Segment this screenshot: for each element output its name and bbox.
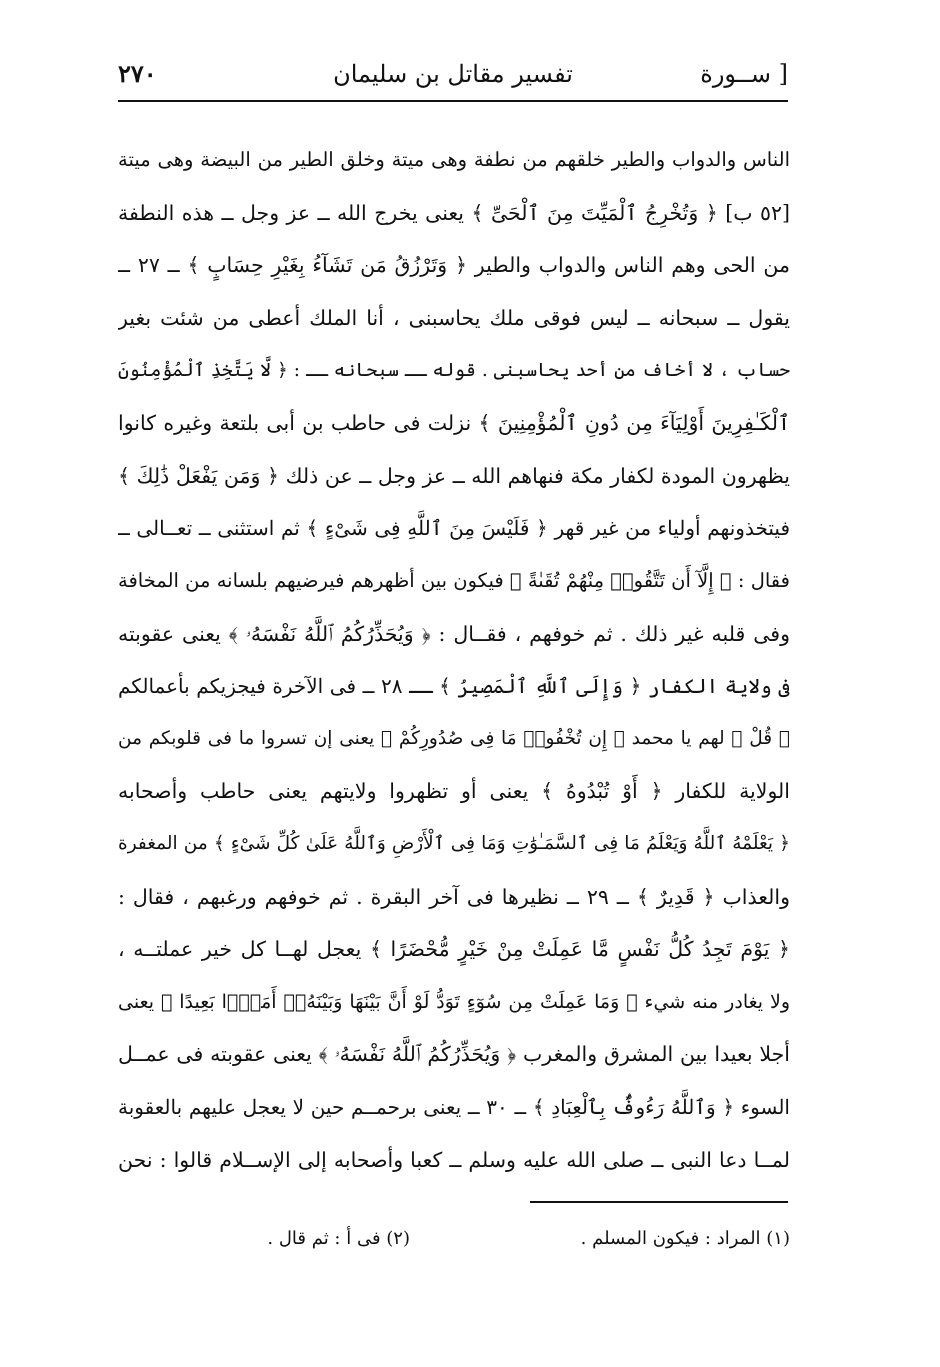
text-line: الولاية للكفار ﴿ أَوْ تُبْدُوهُ ﴾ يعنى أو تظهروا ولايتهم يعنى حاطب وأصحابه: [118, 779, 790, 804]
text-line: من الحى وهم الناس والدواب والطير ﴿ وَتَرْزُقُ مَن تَشَآءُ بِغَيْرِ حِسَابٍ ﴾ ــ ٢٧ ــ: [118, 253, 790, 278]
text-line: والعذاب ﴿ قَدِيرٌ ﴾ ــ ٢٩ ــ نظيرها فى آخر البقرة . ثم خوفهم ورغبهم ، فقال :: [118, 884, 790, 909]
body-text: [118, 134, 790, 1186]
running-header: [118, 56, 788, 96]
text-line: ٱلْكَـٰفِرِينَ أَوْلِيَآءَ مِن دُونِ ٱلْمُؤْمِنِينَ ﴾ نزلت فى حاطب بن أبى بلتعة وغيره كانوا: [118, 411, 790, 436]
text-line: ﴿ يَوْمَ تَجِدُ كُلُّ نَفْسٍ مَّا عَمِلَتْ مِنْ خَيْرٍ مُّحْضَرًا ﴾ يعجل لهــا كل خير عملتــه ،: [118, 937, 790, 962]
text-line: أجلا بعيدا بين المشرق والمغرب ﴿ وَيُحَذِّرُكُمُ ٱللَّهُ نَفْسَهُۥ ﴾ يعنى عقوبته فى عمــل: [118, 1042, 790, 1067]
text-line: يظهرون المودة لكفار مكة فنهاهم الله ــ عز وجل ــ عن ذلك ﴿ وَمَن يَفْعَلْ ذَٰلِكَ ﴾: [118, 463, 790, 488]
footnote-rule: [530, 1201, 788, 1203]
text-line: فقال : ﴿ إِلَّآ أَن تَتَّقُوا۟ مِنْهُمْ تُقَىٰةً ﴾ فيكون بين أظهرهم فيرضيهم بلسانه من المخافة: [118, 569, 790, 593]
text-line: يقول ــ سبحانه ــ ليس فوقى ملك يحاسبنى ، أنا الملك أعطى من شئت بغير: [118, 306, 790, 331]
text-line: حساب ، لا أخاف من أحد يحاسبنى . قوله ــ سبحانه ــ : ﴿ لَّا يَتَّخِذِ ٱلْمُؤْمِنُونَ: [118, 359, 790, 381]
surah-label: [ ســورة: [700, 60, 788, 88]
text-line: الناس والدواب والطير خلقهم من نطفة وهى ميتة وخلق الطير من البيضة وهى ميتة: [118, 148, 790, 172]
text-line: لمــا دعا النبى ــ صلى الله عليه وسلم ــ كعبا وأصحابه إلى الإســلام قالوا : نحن: [118, 1147, 790, 1172]
text-line: ﴿ يَعْلَمْهُ ٱللَّهُ وَيَعْلَمُ مَا فِى ٱلسَّمَـٰوَٰتِ وَمَا فِى ٱلْأَرْضِ وَٱللَّهُ عَلَىٰ كُلِّ شَىْءٍ ﴾ من المغفرة: [118, 833, 790, 855]
page-number: ٢٧٠: [118, 59, 157, 88]
header-rule: [118, 100, 788, 102]
text-line: السوء ﴿ وَٱللَّهُ رَءُوفٌۢ بِٱلْعِبَادِ ﴾ ــ ٣٠ ــ يعنى برحمــم حين لا يعجل عليهم بالعقوبة: [118, 1094, 790, 1119]
book-title: تفسير مقاتل بن سليمان: [333, 60, 573, 88]
text-line: ﴿ قُلْ ﴾ لهم يا محمد ﴿ إِن تُخْفُوا۟ مَا فِى صُدُورِكُمْ ﴾ يعنى إن تسروا ما فى قلوبكم من: [118, 727, 790, 749]
text-line: فيتخذونهم أولياء من غير قهر ﴿ فَلَيْسَ مِنَ ٱللَّهِ فِى شَىْءٍ ﴾ ثم استثنى ــ تعــالى ــ: [118, 516, 790, 541]
text-line: ولا يغادر منه شيء ﴿ وَمَا عَمِلَتْ مِن سُوٓءٍ تَوَدُّ لَوْ أَنَّ بَيْنَهَا وَبَيْنَهُۥٓ أَمَدًۢا بَعِيدًا ﴾ يعنى: [118, 990, 790, 1013]
text-line: [٥٢ ب] ﴿ وَتُخْرِجُ ٱلْمَيِّتَ مِنَ ٱلْحَىِّ ﴾ يعنى يخرج الله ــ عز وجل ــ هذه النطفة: [118, 200, 790, 225]
text-line: وفى قلبه غير ذلك . ثم خوفهم ، فقــال : ﴿ وَيُحَذِّرُكُمُ ٱللَّهُ نَفْسَهُۥ ﴾ يعنى عقوبته: [118, 621, 790, 646]
footnote-1: (١) المراد : فيكون المسلم .: [580, 1228, 790, 1249]
footnote-2: (٢) فى أ : ثم قال .: [267, 1228, 410, 1249]
footnotes: [118, 1228, 790, 1258]
text-line: فى ولاية الكفار ﴿ وَإِلَى ٱللَّهِ ٱلْمَصِيرُ ﴾ ــ ٢٨ ــ فى الآخرة فيجزيكم بأعمالكم: [118, 674, 790, 699]
